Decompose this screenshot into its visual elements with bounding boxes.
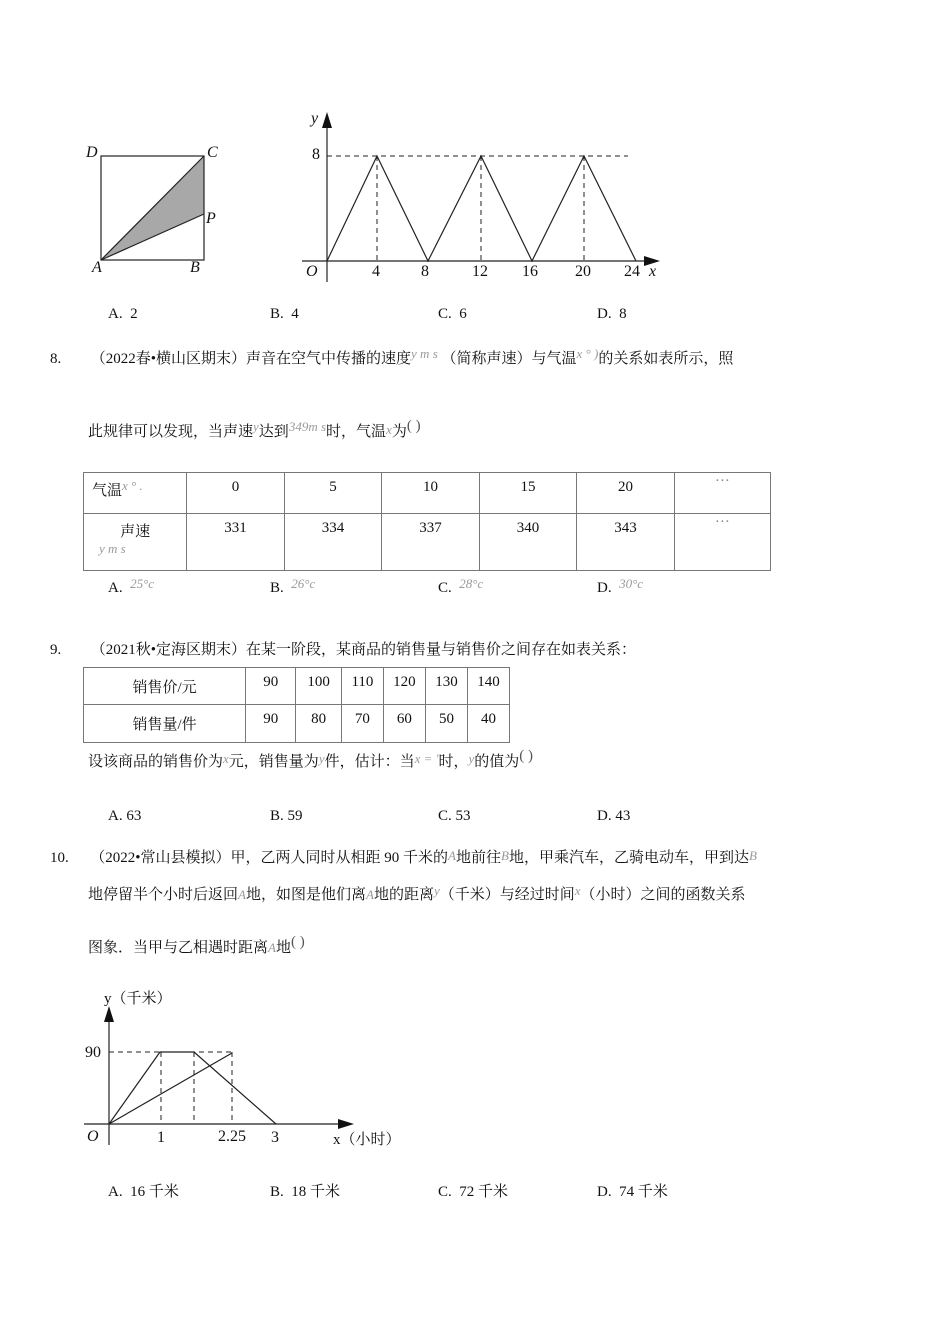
q10-var-A: A: [448, 848, 456, 863]
label-A: A: [92, 259, 102, 276]
q9-table-header-price: 销售价/元: [84, 668, 246, 705]
q10-var-y: y: [433, 883, 440, 898]
chart1-xtick-24: 24: [624, 263, 640, 280]
option-value: 8: [619, 306, 627, 322]
q10-line3: [88, 936, 305, 957]
chart2-y-label: y（千米）: [104, 991, 172, 1007]
chart1-xtick-4: 4: [372, 263, 380, 280]
option-value: 72 千米: [459, 1184, 509, 1200]
q8-text: （简称声速）与气温: [441, 351, 577, 367]
q9-option-b[interactable]: [270, 808, 303, 825]
q9-option-c[interactable]: [438, 808, 471, 825]
q8-line1: [50, 347, 733, 368]
q10-text: 地停留半个小时后返回: [88, 887, 239, 903]
q8-source: （2022春•横山区期末）: [90, 351, 247, 367]
option-key: D.: [597, 306, 612, 322]
q10-text: 地，甲乘汽车，乙骑电动车，甲到达: [508, 850, 749, 866]
q10-var-A: A: [238, 887, 246, 902]
q10-text: 甲，乙两人同时从相距 90 千米的: [230, 850, 449, 866]
q8-table-cell: 340: [479, 514, 577, 571]
triangle-wave-chart: [0, 0, 950, 300]
option-key: B.: [270, 1184, 284, 1200]
q8-var-y: y: [253, 419, 259, 434]
q10-var-A: A: [268, 940, 276, 955]
q10-var-B: B: [501, 848, 509, 863]
q9-table-cell: 50: [425, 705, 467, 743]
q8-line2: [88, 420, 421, 441]
chart1-origin: O: [306, 263, 318, 280]
q8-option-a[interactable]: [108, 576, 155, 597]
q9-table-cell: 130: [425, 668, 467, 705]
q8-option-b[interactable]: [270, 576, 316, 597]
option-key: B.: [270, 808, 284, 824]
option-key: C.: [438, 1184, 452, 1200]
q10-line2: [88, 883, 746, 904]
q9-text: 设该商品的销售价为: [88, 754, 224, 770]
q9-text: 的值为: [474, 754, 520, 770]
chart2-ytick-90: 90: [85, 1044, 101, 1061]
label-B: B: [190, 259, 200, 276]
chart1-x-label: x: [649, 263, 657, 280]
q8-text: 声音在空气中传播的速度: [246, 351, 412, 367]
q9-table-cell: 40: [467, 705, 509, 743]
chart2-xtick-1: 1: [157, 1129, 165, 1146]
option-key: C.: [438, 808, 452, 824]
q9-table-cell: 80: [296, 705, 342, 743]
q9-table-cell: 120: [383, 668, 425, 705]
label-C: C: [207, 144, 218, 161]
option-key: B.: [270, 306, 284, 322]
q8-table-cell: 5: [284, 473, 382, 514]
chart1-xtick-20: 20: [575, 263, 591, 280]
q8-table-cell: 334: [284, 514, 382, 571]
q8-table-header-temp: 气温x ° .: [84, 473, 187, 514]
option-value: 43: [615, 808, 631, 824]
q8-table-cell: 20: [577, 473, 675, 514]
q8-text: 达到: [258, 424, 289, 440]
q8-var-speed: y m s: [411, 346, 438, 361]
option-value: 28°c: [459, 576, 484, 591]
chart1-ytick-8: 8: [312, 146, 320, 163]
chart1-xtick-12: 12: [472, 263, 488, 280]
q10-option-b[interactable]: [270, 1180, 340, 1201]
q8-table-cell: ···: [674, 514, 770, 571]
q8-option-c[interactable]: [438, 576, 484, 597]
option-key: A.: [108, 306, 123, 322]
q8-number: 8.: [50, 351, 62, 367]
option-value: 26°c: [291, 576, 316, 591]
chart2-xtick-3: 3: [271, 1129, 279, 1146]
chart1-y-label: y: [311, 110, 319, 127]
label-D: D: [86, 144, 98, 161]
q9-table-cell: 90: [246, 705, 296, 743]
q7-option-d[interactable]: [597, 306, 627, 323]
option-value: 63: [126, 808, 142, 824]
q8-table: [83, 472, 771, 571]
q9-table: [83, 667, 510, 743]
chart2-xtick-2.25: 2.25: [218, 1128, 246, 1145]
option-key: C.: [438, 580, 452, 596]
q8-table-header-speed: 声速 y m s: [84, 514, 187, 571]
q9-table-cell: 140: [467, 668, 509, 705]
q10-line1: [50, 846, 757, 867]
q10-text: 地前往: [455, 850, 501, 866]
option-value: 18 千米: [291, 1184, 341, 1200]
option-value: 74 千米: [619, 1184, 668, 1200]
q9-option-d[interactable]: [597, 808, 630, 825]
option-value: 59: [287, 808, 303, 824]
q10-text: 地: [275, 940, 291, 956]
option-value: 53: [455, 808, 471, 824]
option-key: D.: [597, 1184, 612, 1200]
option-key: D.: [597, 808, 612, 824]
option-value: 4: [291, 306, 299, 322]
option-key: A.: [108, 1184, 123, 1200]
q7-option-c[interactable]: [438, 306, 467, 323]
q10-var-x: x: [574, 883, 581, 898]
q9-var-y2: y: [468, 751, 475, 766]
q9-text: 件，估计：当: [324, 754, 415, 770]
option-value: 30°c: [619, 576, 644, 591]
q8-text: 时，气温: [326, 424, 387, 440]
q9-table-cell: 90: [246, 668, 296, 705]
q8-table-cell: 331: [187, 514, 285, 571]
q9-line2: [88, 750, 533, 771]
q9-text: 元，销售量为: [228, 754, 319, 770]
option-key: D.: [597, 580, 612, 596]
q8-table-cell: 0: [187, 473, 285, 514]
q8-table-cell: 15: [479, 473, 577, 514]
q8-text: 的关系如表所示，照: [598, 351, 734, 367]
q9-table-cell: 100: [296, 668, 342, 705]
q10-text: （千米）与经过时间: [439, 887, 575, 903]
q8-table-cell: 337: [382, 514, 480, 571]
q10-var-A: A: [365, 887, 374, 902]
q8-option-d[interactable]: [597, 576, 644, 597]
q8-table-cell: 343: [577, 514, 675, 571]
q10-answer-blank[interactable]: ( ): [290, 934, 305, 950]
q9-var-y: y: [318, 751, 325, 766]
option-key: B.: [270, 580, 284, 596]
chart1-xtick-8: 8: [421, 263, 429, 280]
q10-number: 10.: [50, 850, 69, 866]
q7-option-a[interactable]: [108, 306, 138, 323]
q8-text: 此规律可以发现，当声速: [88, 424, 254, 440]
q9-var-x: x: [223, 751, 229, 766]
q8-answer-blank[interactable]: ( ): [406, 418, 421, 434]
q10-option-d[interactable]: [597, 1180, 668, 1201]
option-value: 6: [459, 306, 467, 322]
q10-option-a[interactable]: [108, 1180, 179, 1201]
q10-text: 图象．当甲与乙相遇时距离: [88, 940, 269, 956]
option-key: A.: [108, 808, 123, 824]
option-key: C.: [438, 306, 452, 322]
q8-text: 为: [391, 424, 407, 440]
q8-var-349: 349m s: [288, 419, 327, 434]
chart1-xtick-16: 16: [522, 263, 538, 280]
q7-option-b[interactable]: [270, 306, 299, 323]
q10-text: 地，如图是他们离: [245, 887, 366, 903]
q9-var-x-eq: x = ': [414, 751, 439, 766]
q10-option-c[interactable]: [438, 1180, 508, 1201]
chart2-origin: O: [87, 1128, 99, 1145]
q10-var-B: B: [748, 848, 757, 863]
q9-table-cell: 110: [341, 668, 383, 705]
q8-table-cell: ···: [674, 473, 770, 514]
q9-stem: 在某一阶段，某商品的销售量与销售价之间存在如表关系：: [246, 642, 637, 658]
q9-text: 时，: [438, 754, 469, 770]
q9-line1: [50, 638, 636, 659]
q10-text: 地的距离: [373, 887, 434, 903]
label-P: P: [206, 210, 216, 227]
option-value: 16 千米: [130, 1184, 179, 1200]
q9-table-header-volume: 销售量/件: [84, 705, 246, 743]
q9-source: （2021秋•定海区期末）: [90, 642, 247, 658]
option-value: 25°c: [130, 576, 155, 591]
q8-var-temp: x ° ): [576, 346, 599, 361]
q10-source: （2022•常山县模拟）: [90, 850, 231, 866]
chart2-x-label: x（小时）: [333, 1132, 401, 1148]
option-key: A.: [108, 580, 123, 596]
q9-table-cell: 60: [383, 705, 425, 743]
q8-var-x: x: [386, 422, 392, 437]
q10-text: （小时）之间的函数关系: [580, 887, 746, 903]
q9-number: 9.: [50, 642, 62, 658]
q8-table-cell: 10: [382, 473, 480, 514]
q9-option-a[interactable]: [108, 808, 141, 825]
q9-answer-blank[interactable]: ( ): [519, 748, 533, 764]
q9-table-cell: 70: [341, 705, 383, 743]
option-value: 2: [130, 306, 138, 322]
